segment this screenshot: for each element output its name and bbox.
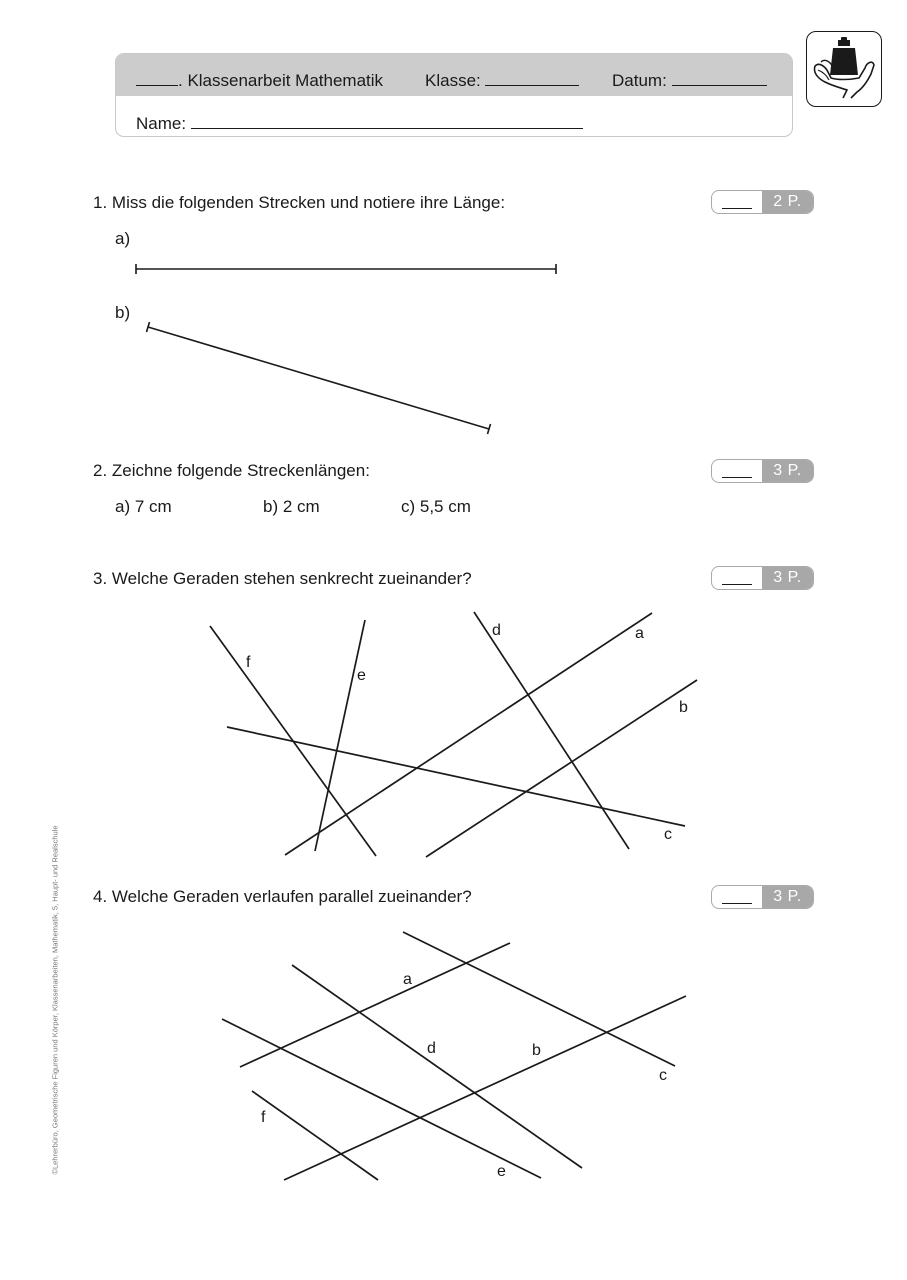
label-3-c: c <box>664 826 672 843</box>
name-label: Name: <box>136 114 187 133</box>
label-4-d: d <box>427 1040 436 1057</box>
task-1-number: 1. <box>93 193 108 212</box>
label-4-f: f <box>261 1109 266 1126</box>
line-4-e <box>222 1019 541 1178</box>
task-2c-item: c) 5,5 cm <box>401 497 471 516</box>
task-4-points: 3 P. <box>762 886 813 908</box>
task-1b-label: b) <box>115 303 131 322</box>
task-2a-item: a) 7 cm <box>115 497 172 516</box>
task-4-number: 4. <box>93 887 108 906</box>
task-2-text: Zeichne folgende Streckenlängen: <box>111 461 370 480</box>
label-4-a: a <box>403 971 412 988</box>
line-4-b <box>284 996 686 1180</box>
task-3-points: 3 P. <box>762 567 813 589</box>
label-3-d: d <box>492 622 501 639</box>
label-4-c: c <box>659 1067 667 1084</box>
task-1-points: 2 P. <box>762 191 813 213</box>
date-label: Datum: <box>612 71 667 90</box>
label-4-e: e <box>497 1163 506 1180</box>
copyright-text: ©Lehrerbüro, Geometrische Figuren und Körper, Klassenarbeiten, Mathematik, 5, Haupt- und Realschule <box>50 825 60 1175</box>
task-4-text: Welche Geraden verlaufen parallel zueinander? <box>111 887 472 906</box>
task-2-points: 3 P. <box>762 460 813 482</box>
label-3-e: e <box>357 667 366 684</box>
class-label: Klasse: <box>425 71 481 90</box>
label-3-b: b <box>679 699 688 716</box>
task-2b-item: b) 2 cm <box>263 497 320 516</box>
label-3-f: f <box>246 654 251 671</box>
task-3-text: Welche Geraden stehen senkrecht zueinander? <box>111 569 472 588</box>
line-4-d <box>292 965 582 1168</box>
task-1-text: Miss die folgenden Strecken und notiere ihre Länge: <box>111 193 506 212</box>
task-1a-label: a) <box>115 229 131 248</box>
label-4-b: b <box>532 1042 541 1059</box>
task-3-number: 3. <box>93 569 108 588</box>
label-3-a: a <box>635 625 644 642</box>
task-2-number: 2. <box>93 461 108 480</box>
exam-title: . Klassenarbeit Mathematik <box>178 71 384 90</box>
